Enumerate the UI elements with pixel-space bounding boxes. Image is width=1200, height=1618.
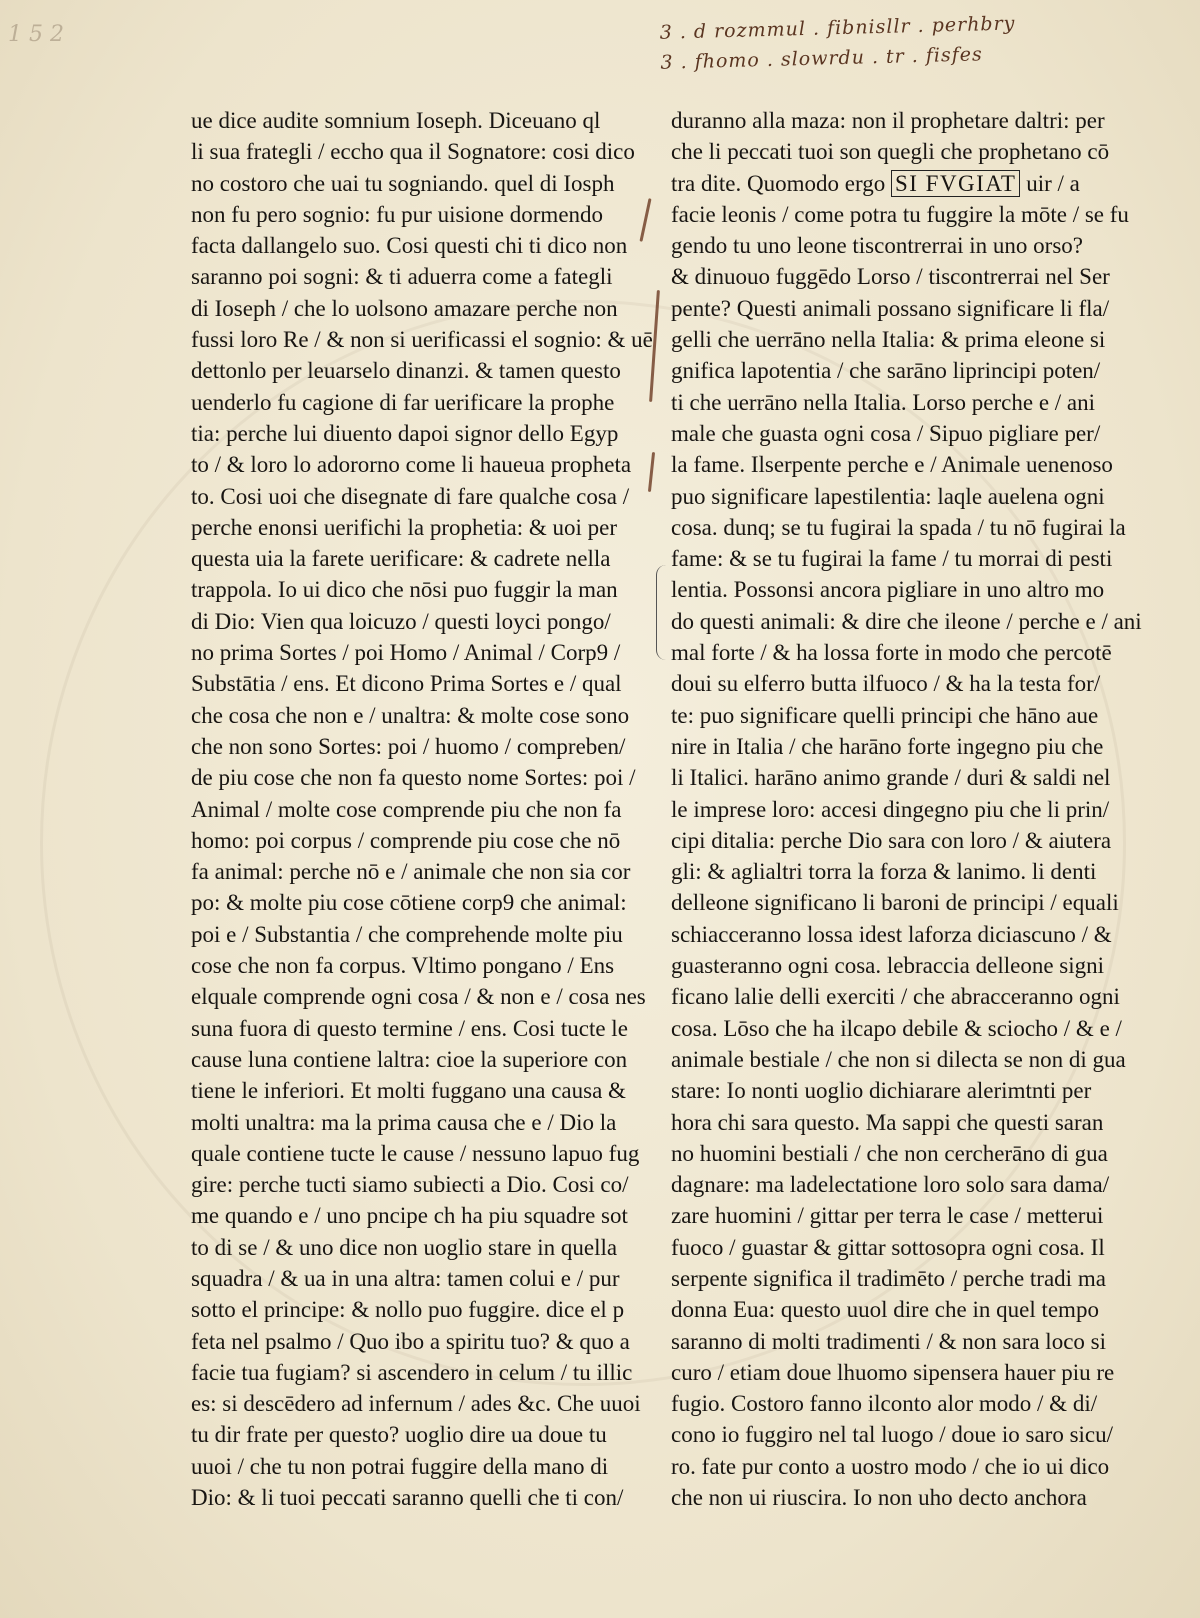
text-line: facie leonis / come potra tu fuggire la mōte / se fu: [671, 201, 1129, 227]
text-line: to. Cosi uoi che disegnate di fare qualche cosa /: [191, 483, 630, 509]
text-line: tiene le inferiori. Et molti fuggano una causa &: [191, 1078, 626, 1104]
text-line: no prima Sortes / poi Homo / Animal / Corp9 /: [191, 640, 621, 666]
text-line: non fu pero sognio: fu pur uisione dormendo: [191, 201, 604, 227]
text-line: tu dir frate per questo? uoglio dire ua doue tu: [191, 1422, 607, 1448]
text-line: Dio: & li tuoi peccati saranno quelli che ti con/: [191, 1485, 624, 1511]
text-line: me quando e / uno pncipe ch ha piu squadre sot: [191, 1203, 628, 1229]
text-line: stare: Io nonti uoglio dichiarare alerimtnti per: [671, 1078, 1092, 1104]
text-line: gnifica lapotentia / che sarāno liprincipi poten/: [671, 358, 1101, 384]
text-line: homo: poi corpus / comprende piu cose che nō: [191, 827, 621, 853]
text-line: Substātia / ens. Et dicono Prima Sortes e / qual: [191, 671, 622, 697]
text-line: che li peccati tuoi son quegli che prophetano cō: [671, 139, 1110, 165]
text-line: es: si descēdero ad infernum / ades &c. Che uuoi: [191, 1391, 641, 1417]
text-line: dettonlo per leuarselo dinanzi. & tamen questo: [191, 358, 621, 384]
text-line: che cosa che non e / unaltra: & molte cose sono: [191, 702, 630, 728]
text-line: poi e / Substantia / che comprehende molte piu: [191, 921, 623, 947]
margin-mark: [639, 198, 651, 242]
annotation-line-2: 3 . fhomo . slowrdu . tr . fisfes: [660, 43, 983, 74]
text-line: gendo tu uno leone tiscontrerrai in uno orso?: [671, 233, 1083, 259]
text-line: che non sono Sortes: poi / huomo / compreben/: [191, 733, 626, 759]
text-line: li sua frategli / eccho qua il Sognatore: cosi dico: [191, 139, 635, 165]
text-line: perche enonsi uerifichi la prophetia: & uoi per: [191, 514, 617, 540]
text-line: squadra / & ua in una altra: tamen colui e / pur: [191, 1265, 620, 1291]
text-line: curo / etiam doue lhuomo sipensera hauer piu re: [671, 1359, 1115, 1385]
text-line: ro. fate pur conto a uostro modo / che io ui dico: [671, 1453, 1110, 1479]
text-line: ue dice audite somnium Ioseph. Diceuano ql: [191, 108, 601, 133]
text-line: & dinuouo fuggēdo Lorso / tiscontrerrai nel Ser: [671, 264, 1110, 290]
text-line: no huomini bestiali / che non cercherāno di gua: [671, 1140, 1108, 1166]
text-line: fame: & se tu fugirai la fame / tu morrai di pesti: [671, 546, 1113, 572]
text-line: elquale comprende ogni cosa / & non e / cosa nes: [191, 984, 646, 1010]
text-line: facie tua fugiam? si ascendero in celum / tu illic: [191, 1359, 633, 1385]
text-line: duranno alla maza: non il prophetare daltri: per: [671, 108, 1105, 133]
text-line: do questi animali: & dire che ileone / perche e / ani: [671, 608, 1142, 634]
text-line: ficano lalie delli exerciti / che abracceranno ogni: [671, 984, 1120, 1010]
handwritten-annotation: [659, 6, 1100, 77]
text-line: tia: perche lui diuento dapoi signor dello Egyp: [191, 420, 619, 446]
text-line: cause luna contiene laltra: cioe la superiore con: [191, 1046, 628, 1072]
text-line: cosa. dunq; se tu fugirai la spada / tu nō fugirai la: [671, 514, 1126, 540]
text-line: facta dallangelo suo. Cosi questi chi ti dico non: [191, 233, 628, 259]
text-line: fuoco / guastar & gittar sottosopra ogni cosa. Il: [671, 1234, 1105, 1260]
text-line: di Ioseph / che lo uolsono amazare perche non: [191, 295, 618, 321]
text-line: cose che non fa corpus. Vltimo pongano / Ens: [191, 953, 615, 979]
text-line: po: & molte piu cose cōtiene corp9 che animal:: [191, 890, 627, 916]
text-line: ti che uerrāno nella Italia. Lorso perche e / ani: [671, 389, 1096, 415]
text-line: dagnare: ma ladelectatione loro solo sara dama/: [671, 1172, 1110, 1198]
text-line: doui su elferro butta ilfuoco / & ha la testa for/: [671, 671, 1101, 697]
right-column: [671, 105, 1142, 1513]
text-line: fugio. Costoro fanno ilconto alor modo / & di/: [671, 1391, 1098, 1417]
text-line: sotto el principe: & nollo puo fuggire. dice el p: [191, 1297, 625, 1323]
text-line: quale contiene tucte le cause / nessuno lapuo fug: [191, 1140, 640, 1166]
text-line: puo significare lapestilentia: laqle auelena ogni: [671, 483, 1105, 509]
text-line: te: puo significare quelli principi che hāno aue: [671, 702, 1099, 728]
text-line: guasteranno ogni cosa. lebraccia delleone signi: [671, 953, 1105, 979]
annotation-line-1: 3 . d rozmmul . fibnisllr . perhbry: [659, 12, 1016, 44]
text-line: gire: perche tucti siamo subiecti a Dio. Cosi co/: [191, 1172, 629, 1198]
text-line: feta nel psalmo / Quo ibo a spiritu tuo? & quo a: [191, 1328, 630, 1354]
corner-mark: 1 5 2: [8, 22, 64, 47]
text-line: cono io fuggiro nel tal luogo / doue io saro sicu/: [671, 1422, 1114, 1448]
margin-bracket: [656, 565, 667, 660]
text-line: to / & loro lo adororno come li haueua propheta: [191, 452, 632, 478]
text-line: hora chi sara questo. Ma sappi che questi saran: [671, 1109, 1104, 1135]
text-line: uenderlo fu cagione di far uerificare la prophe: [191, 389, 615, 415]
text-line: uuoi / che tu non potrai fuggire della mano di: [191, 1453, 609, 1479]
text-line: pente? Questi animali possano significare li fla/: [671, 295, 1110, 321]
text-line: la fame. Ilserpente perche e / Animale uenenoso: [671, 452, 1113, 478]
text-line: serpente significa il tradimēto / perche tradi ma: [671, 1265, 1106, 1291]
text-line: cipi ditalia: perche Dio sara con loro / & aiutera: [671, 827, 1112, 853]
text-line: cosa. Lōso che ha ilcapo debile & sciocho / & e /: [671, 1015, 1122, 1041]
text-line: donna Eua: questo uuol dire che in quel tempo: [671, 1297, 1099, 1323]
boxed-heading: SI FVGIAT: [891, 170, 1020, 197]
text-line: lentia. Possonsi ancora pigliare in uno altro mo: [671, 577, 1105, 603]
text-line: animale bestiale / che non si dilecta se non di gua: [671, 1046, 1126, 1072]
text-line: schiacceranno lossa idest laforza diciascuno / &: [671, 921, 1112, 947]
text-line: male che guasta ogni cosa / Sipuo pigliare per/: [671, 420, 1101, 446]
text-line: molti unaltra: ma la prima causa che e / Dio la: [191, 1109, 617, 1135]
text-line: to di se / & uno dice non uoglio stare in quella: [191, 1234, 618, 1260]
text-line: mal forte / & ha lossa forte in modo che percotē: [671, 640, 1112, 666]
text-line: che non ui riuscira. Io non uho decto anchora: [671, 1485, 1087, 1511]
text-line: zare huomini / gittar per terra le case / metterui: [671, 1203, 1104, 1229]
text-line: nire in Italia / che harāno forte ingegno piu che: [671, 733, 1104, 759]
text-line: fa animal: perche nō e / animale che non sia cor: [191, 859, 631, 885]
text-line: li Italici. harāno animo grande / duri & saldi nel: [671, 765, 1111, 791]
text-line: de piu cose che non fa questo nome Sortes: poi /: [191, 765, 636, 791]
text-line: le imprese loro: accesi dingegno piu che li prin/: [671, 796, 1110, 822]
text-line: di Dio: Vien qua loicuzo / questi loyci pongo/: [191, 608, 611, 634]
text-line: no costoro che uai tu sogniando. quel di Iosph: [191, 170, 615, 196]
text-line: fussi loro Re / & non si uerificassi el sognio: & uē: [191, 327, 653, 353]
text-line: saranno poi sogni: & ti aduerra come a fategli: [191, 264, 613, 290]
left-column: [191, 105, 653, 1513]
text-line: Animal / molte cose comprende piu che non fa: [191, 796, 622, 822]
text-line: trappola. Io ui dico che nōsi puo fuggir la man: [191, 577, 618, 603]
text-line: questa uia la farete uerificare: & cadrete nella: [191, 546, 611, 572]
text-line: tra dite. Quomodo ergo SI FVGIAT uir / a: [671, 170, 1080, 196]
text-line: gli: & aglialtri torra la forza & lanimo. li denti: [671, 859, 1097, 885]
text-line: delleone significano li baroni de principi / equali: [671, 890, 1119, 916]
text-line: suna fuora di questo termine / ens. Cosi tucte le: [191, 1015, 628, 1041]
text-line: saranno di molti tradimenti / & non sara loco si: [671, 1328, 1107, 1354]
text-line: gelli che uerrāno nella Italia: & prima eleone si: [671, 327, 1106, 353]
